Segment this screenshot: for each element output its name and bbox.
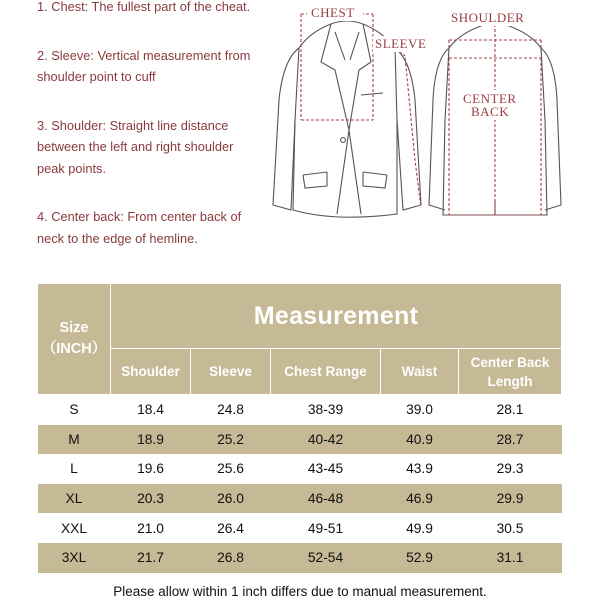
table-row <box>38 543 562 573</box>
size-chart <box>37 283 561 573</box>
instruction-sleeve: 2. Sleeve: Vertical measurement from shoulder point to cuff <box>37 47 251 84</box>
size-cell: M <box>38 425 111 455</box>
waist-cell: 43.9 <box>381 454 459 484</box>
center-back-label-line2: BACK <box>471 104 510 119</box>
size-table <box>37 283 562 573</box>
shoulder-cell: 21.0 <box>111 513 191 543</box>
center-back-cell: 28.7 <box>459 425 562 455</box>
shoulder-cell: 20.3 <box>111 484 191 514</box>
chest-cell: 49-51 <box>271 513 381 543</box>
jacket-front-illustration <box>265 0 445 232</box>
chest-label: CHEST <box>311 5 355 20</box>
sleeve-cell: 25.2 <box>191 425 271 455</box>
measurement-instructions <box>37 0 262 276</box>
waist-cell: 52.9 <box>381 543 459 573</box>
shoulder-label: SHOULDER <box>451 10 525 25</box>
size-header-unit: （INCH） <box>41 341 107 357</box>
sleeve-cell: 26.0 <box>191 484 271 514</box>
center-back-cell: 28.1 <box>459 395 562 425</box>
table-row <box>38 513 562 543</box>
size-cell: XL <box>38 484 111 514</box>
column-header-center-back-length: Center Back Length <box>459 349 562 395</box>
shoulder-cell: 21.7 <box>111 543 191 573</box>
column-header-chest-range: Chest Range <box>271 349 381 395</box>
table-row <box>38 454 562 484</box>
size-column-header <box>38 284 111 395</box>
sleeve-label: SLEEVE <box>375 36 427 51</box>
waist-cell: 40.9 <box>381 425 459 455</box>
table-title: Measurement <box>111 284 562 349</box>
sleeve-cell: 25.6 <box>191 454 271 484</box>
center-back-cell: 29.3 <box>459 454 562 484</box>
sleeve-cell: 26.4 <box>191 513 271 543</box>
size-cell: L <box>38 454 111 484</box>
measurement-note: Please allow within 1 inch differs due to manual measurement. <box>113 584 487 599</box>
instruction-shoulder: 3. Shoulder: Straight line distance between the left and right shoulder peak points. <box>37 117 234 176</box>
column-header-shoulder: Shoulder <box>111 349 191 395</box>
sleeve-cell: 24.8 <box>191 395 271 425</box>
column-header-sleeve: Sleeve <box>191 349 271 395</box>
size-cell: 3XL <box>38 543 111 573</box>
chest-cell: 46-48 <box>271 484 381 514</box>
center-back-cell: 29.9 <box>459 484 562 514</box>
chest-cell: 38-39 <box>271 395 381 425</box>
size-cell: S <box>38 395 111 425</box>
table-row <box>38 484 562 514</box>
shoulder-cell: 18.4 <box>111 395 191 425</box>
instruction-chest: 1. Chest: The fullest part of the cheat. <box>37 0 251 14</box>
instruction-center-back: 4. Center back: From center back of neck to the edge of hemline. <box>37 209 242 246</box>
center-back-label-line1: CENTER <box>463 91 517 106</box>
center-back-cell: 30.5 <box>459 513 562 543</box>
waist-cell: 49.9 <box>381 513 459 543</box>
sleeve-cell: 26.8 <box>191 543 271 573</box>
shoulder-cell: 18.9 <box>111 425 191 455</box>
chest-cell: 43-45 <box>271 454 381 484</box>
column-header-waist: Waist <box>381 349 459 395</box>
table-row <box>38 425 562 455</box>
chest-cell: 40-42 <box>271 425 381 455</box>
waist-cell: 39.0 <box>381 395 459 425</box>
size-cell: XXL <box>38 513 111 543</box>
center-back-cell: 31.1 <box>459 543 562 573</box>
table-row <box>38 395 562 425</box>
waist-cell: 46.9 <box>381 484 459 514</box>
jacket-back-illustration <box>425 0 585 232</box>
size-header-label: Size <box>59 320 89 336</box>
chest-cell: 52-54 <box>271 543 381 573</box>
shoulder-cell: 19.6 <box>111 454 191 484</box>
